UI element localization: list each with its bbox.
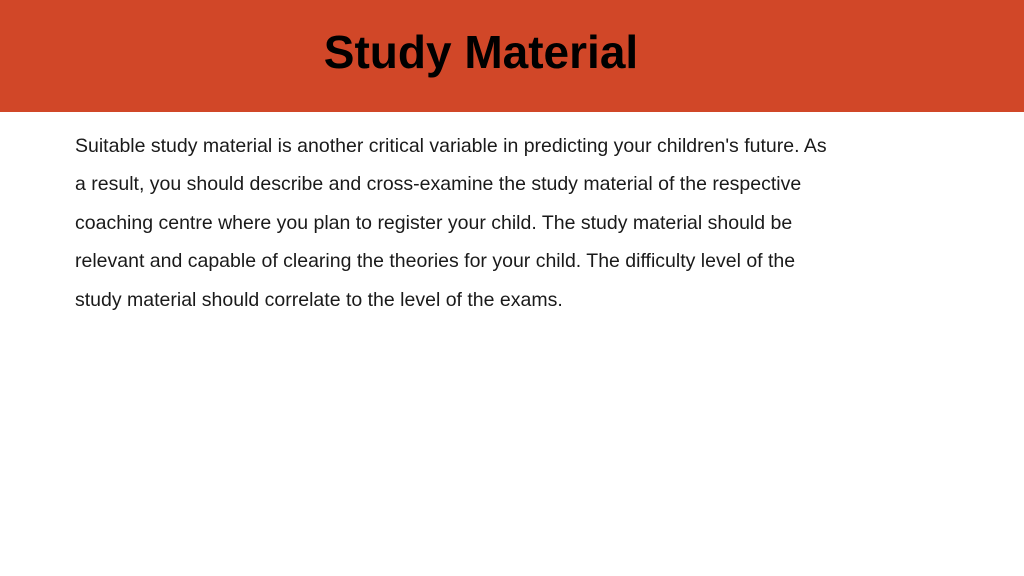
slide-title: Study Material xyxy=(323,26,639,78)
title-banner xyxy=(0,0,1024,112)
body-line: a result, you should describe and cross-examine the study material of the respective xyxy=(75,173,802,196)
body-line: Suitable study material is another critical variable in predicting your children's future. As xyxy=(75,135,827,157)
body-line: relevant and capable of clearing the theories for your child. The difficulty level of the xyxy=(75,250,796,273)
body-line: study material should correlate to the level of the exams. xyxy=(75,288,563,311)
body-line: coaching centre where you plan to register your child. The study material should be xyxy=(75,211,793,234)
body-paragraph xyxy=(75,127,955,319)
